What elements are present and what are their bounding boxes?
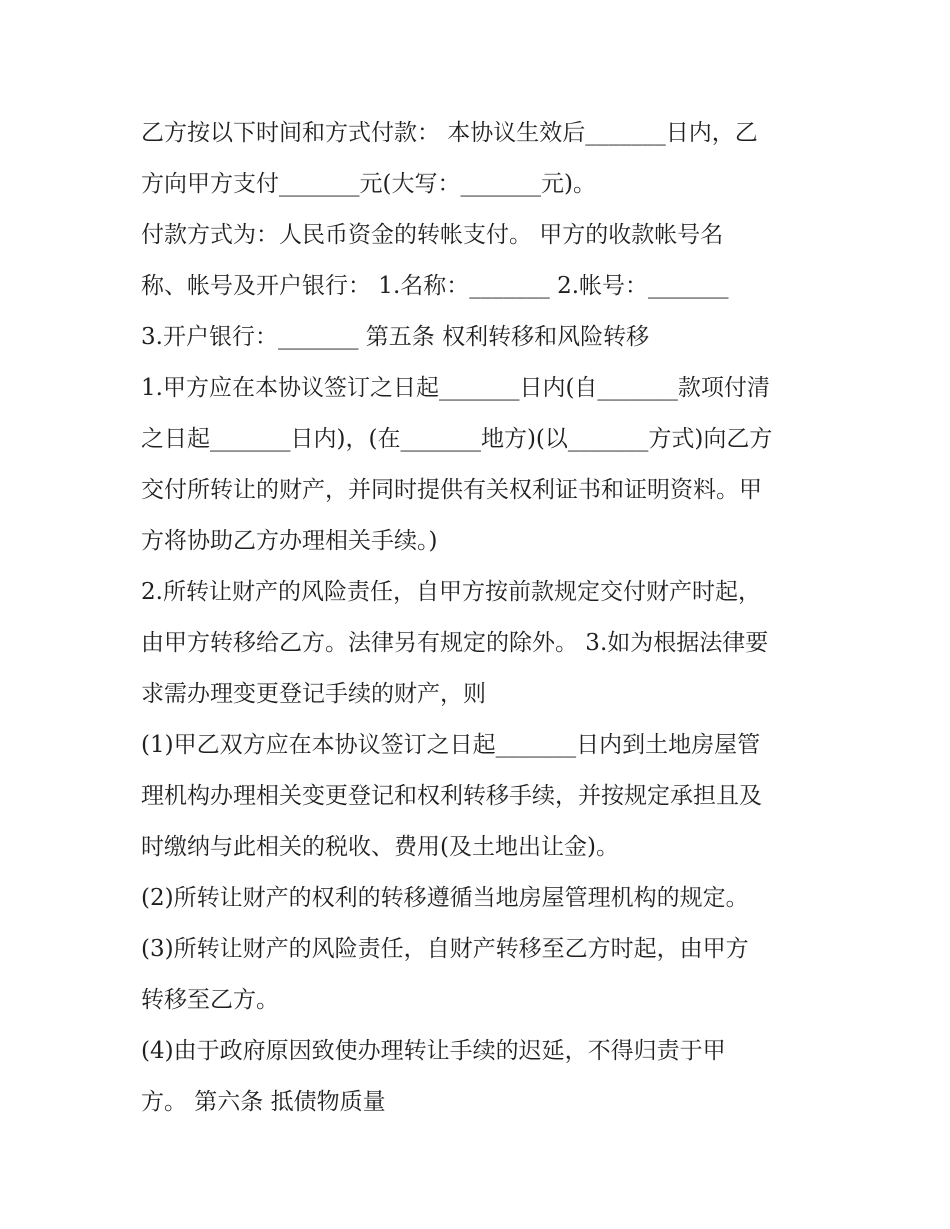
text-line: 由甲方转移给乙方。法律另有规定的除外。 3.如为根据法律要 <box>141 630 769 656</box>
text-line: 乙方按以下时间和方式付款： 本协议生效后_______日内，乙 <box>141 120 758 146</box>
text-line: (2)所转让财产的权利的转移遵循当地房屋管理机构的规定。 <box>141 885 749 911</box>
text-line: 交付所转让的财产，并同时提供有关权利证书和证明资料。甲 <box>141 477 762 503</box>
text-line: 转移至乙方。 <box>141 987 279 1013</box>
text-line: 方。 第六条 抵债物质量 <box>141 1089 386 1115</box>
text-line: (3)所转让财产的风险责任，自财产转移至乙方时起，由甲方 <box>141 936 749 962</box>
document-body <box>141 108 821 1128</box>
text-line: 时缴纳与此相关的税收、费用(及土地出让金)。 <box>141 834 619 860</box>
text-line: 3.开户银行：_______ 第五条 权利转移和风险转移 <box>141 324 650 350</box>
text-line: 付款方式为：人民币资金的转帐支付。 甲方的收款帐号名 <box>141 222 724 248</box>
text-line: 称、帐号及开户银行： 1.名称：_______ 2.帐号：_______ <box>141 273 729 299</box>
text-line: (1)甲乙双方应在本协议签订之日起_______日内到土地房屋管 <box>141 732 761 758</box>
text-line: 2.所转让财产的风险责任，自甲方按前款规定交付财产时起， <box>141 579 761 605</box>
text-line: 方将协助乙方办理相关手续。) <box>141 528 438 554</box>
text-line: 之日起_______日内)，(在_______地方)(以_______方式)向乙方 <box>141 426 773 452</box>
text-line: 理机构办理相关变更登记和权利转移手续，并按规定承担且及 <box>141 783 762 809</box>
text-line: (4)由于政府原因致使办理转让手续的迟延，不得归责于甲 <box>141 1038 726 1064</box>
text-line: 求需办理变更登记手续的财产，则 <box>141 681 486 707</box>
text-line: 方向甲方支付_______元(大写：_______元)。 <box>141 171 596 197</box>
text-line: 1.甲方应在本协议签订之日起_______日内(自_______款项付清 <box>141 375 770 401</box>
